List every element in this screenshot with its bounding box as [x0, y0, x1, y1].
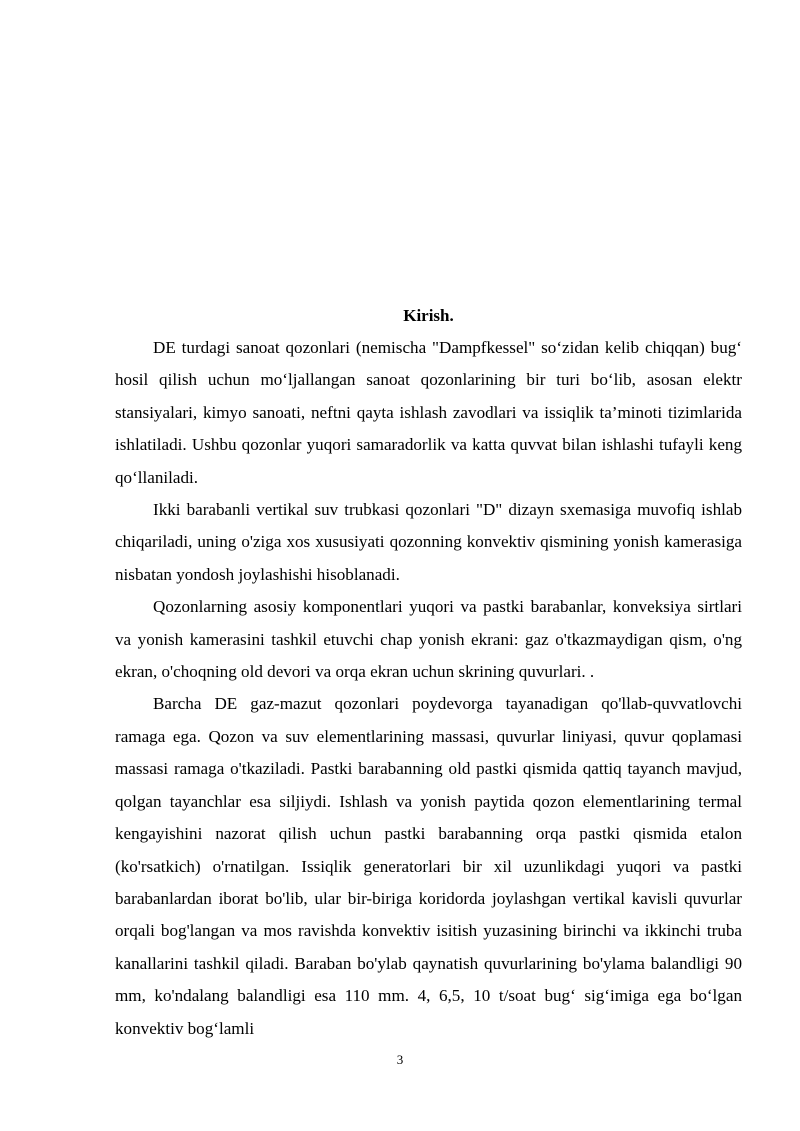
paragraph-3: Qozonlarning asosiy komponentlari yuqori va pastki barabanlar, konveksiya sirtlari va yonish kamerasini tashkil etuvchi chap yonish ekrani: gaz o'tkazmaydigan qism, o'ng ekran, o'choqning old devori va orqa ekran uchun skrining quvurlari. .: [115, 597, 742, 682]
page-number: 3: [396, 1052, 404, 1067]
paragraph-2: Ikki barabanli vertikal suv trubkasi qozonlari "D" dizayn sxemasiga muvofiq ishlab chiqariladi, uning o'ziga xos xususiyati qozonning konvektiv qismining yonish kamerasiga nisbatan yondosh joylashishi hisoblanadi.: [115, 500, 742, 584]
paragraph-1: DE turdagi sanoat qozonlari (nemischa "Dampfkessel" so‘zidan kelib chiqqan) bug‘ hosil qilish uchun mo‘ljallangan sanoat qozonlarining bir turi bo‘lib, asosan elektr stansiyalari, kimyo sanoati, neftni qayta ishlash zavodlari va issiqlik ta’minoti tizimlarida ishlatiladi. Ushbu qozonlar yuqori samaradorlik va katta quvvat bilan ishlashi tufayli keng qo‘llaniladi.: [115, 338, 742, 487]
document-body: [115, 300, 742, 1045]
section-heading: Kirish.: [403, 306, 454, 325]
paragraph-4: Barcha DE gaz-mazut qozonlari poydevorga tayanadigan qo'llab-quvvatlovchi ramaga ega. Qozon va suv elementlarining massasi, quvurlar liniyasi, quvur qoplamasi massasi ramaga o'tkaziladi. Pastki barabanning old pastki qismida qattiq tayanch mavjud, qolgan tayanchlar esa siljiydi. Ishlash va yonish paytida qozon elementlarining termal kengayishini nazorat qilish uchun pastki barabanning orqa pastki qismida etalon (ko'rsatkich) o'rnatilgan. Issiqlik generatorlari bir xil uzunlikdagi yuqori va pastki barabanlardan iborat bo'lib, ular bir-biriga koridorda joylashgan vertikal kavisli quvurlar orqali bog'langan va mos ravishda konvektiv isitish yuzasining birinchi va ikkinchi truba kanallarini tashkil qiladi. Baraban bo'ylab qaynatish quvurlarining bo'ylama balandligi 90 mm, ko'ndalang balandligi esa 110 mm. 4, 6,5, 10 t/soat bug‘ sig‘imiga ega bo‘lgan konvektiv bog‘lamli: [115, 694, 742, 1038]
